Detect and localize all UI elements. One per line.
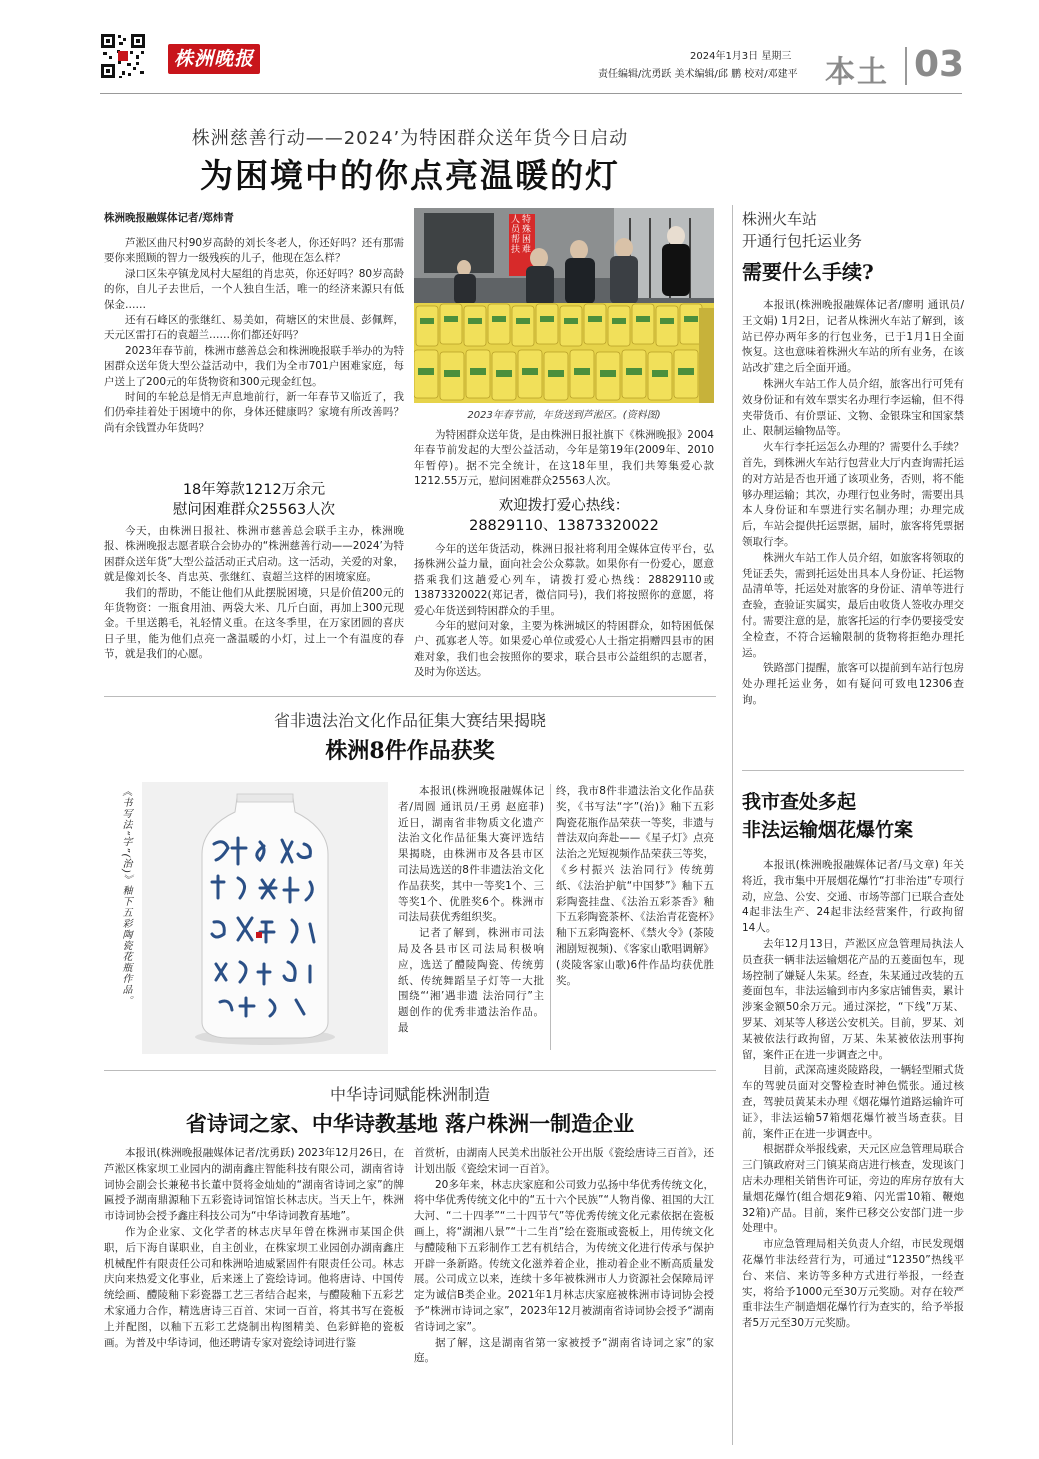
lead-subhead — [104, 480, 404, 520]
paragraph: 本报讯(株洲晚报融媒体记者/廖明 通讯员/王文娟) 1月2日，记者从株洲火车站了解到，该站已停办两年多的行包业务，已于1月1日全面恢复。这也意味着株洲火车站的所有业务，在该站改扩建之后全面开通。 — [742, 299, 964, 375]
kicker-line: 株洲火车站 — [742, 210, 818, 228]
paragraph: 目前，武深高速炎陵路段，一辆轻型厢式货车的驾驶员面对交警检查时神色慌张。通过核查，驾驶员黄某未办理《烟花爆竹道路运输许可证》，非法运输57箱烟花爆竹被当场查获。目前，案件正在进一步调查中。 — [742, 1064, 964, 1140]
headline-line: 我市查处多起 — [742, 791, 857, 813]
story2-col2 — [556, 784, 714, 989]
lead-kicker: 株洲慈善行动——2024’为特困群众送年货今日启动 — [191, 128, 629, 149]
paragraph: 我们的帮助，不能让他们从此摆脱困境，只是价值200元的年货物资：一瓶食用油、两袋大米、几斤白面，再加上300元现金。千里送鹅毛，礼轻情义重。在这冬季里，在万家团圆的喜庆日子里，能为他们点亮一盏温暖的小灯，过上一个有温度的春节，就是我们的心愿。 — [104, 586, 404, 661]
banner-sign-text: 特殊困难 — [520, 214, 530, 254]
subhead-line: 18年筹款1212万余元 — [182, 482, 326, 498]
lead-headline: 为困境中的你点亮温暖的灯 — [200, 156, 620, 195]
paragraph: 为特困群众送年货，是由株洲日报社旗下《株洲晚报》2004年春节前发起的大型公益活动，今年是第19年(2009年、2010年暂停)。据不完全统计，在这18年里，我们共筹集爱心款1212.55万元，慰问困难群众25563人次。 — [414, 429, 714, 488]
paragraph: 根据群众举报线索，天元区应急管理局联合三门镇政府对三门镇某商店进行核查，发现该门店未办理相关销售许可证，旁边的库房存放有大量烟花爆竹(组合烟花9箱、闪光雷10箱、鞭炮32箱)产品。目前，案件已移交公安部门进一步处理中。 — [742, 1143, 964, 1235]
sidebar1-body — [742, 298, 964, 709]
banner-sign — [509, 213, 531, 254]
paragraph: 今天，由株洲日报社、株洲市慈善总会联手主办，株洲晚报、株洲晚报志愿者联合会协办的“株洲慈善行动——2024’为特困群众送年货”大型公益活动正式启动。这一活动，关爱的对象，就是像刘长冬、肖忠英、张继红、袁超兰这样的困境家庭。 — [104, 525, 404, 584]
hotline-box — [414, 496, 714, 536]
paragraph: 据了解，这是湖南省第一家被授予“湖南省诗词之家”的家庭。 — [414, 1336, 714, 1365]
paragraph: 2023年春节前，株洲市慈善总会和株洲晚报联手举办的为特困群众送年货大型公益活动中，我们为全市701户困难家庭，每户送上了200元的年货物资和300元现金红包。 — [104, 344, 404, 388]
masthead-editors: 责任编辑/沈勇跃 美术编辑/邱 鹏 校对/邓建平 — [598, 69, 798, 80]
photo-caption: 2023年春节前，年货送到芦淞区。(资料图) — [467, 410, 661, 421]
section-divider — [905, 47, 907, 85]
sidebar1-kicker — [742, 208, 967, 252]
lead-col1 — [104, 236, 404, 436]
paragraph: 株洲火车站工作人员介绍，如旅客将领取的凭证丢失，需到托运处出具本人身份证、托运物品清单等，托运处对旅客的身份证、清单等进行查验，查验证实属实，最后由收货人签收办理交付。需要注意的是，旅客托运的行李仍要接受安全检查，不符合运输限制的货物将拒绝办理托运。 — [742, 551, 964, 659]
news-photo — [414, 208, 714, 403]
qr-code — [100, 33, 146, 79]
paragraph: 记者了解到，株洲市司法局及各县市区司法局积极响应，选送了醴陵陶瓷、传统剪纸、传统舞蹈呈子灯等一大批围绕“‘湘’遇非遗 法治同行”主题创作的优秀非遗法治作品。最 — [398, 927, 544, 1034]
hotline-label: 欢迎拨打爱心热线： — [498, 498, 630, 514]
sidebar2-headline — [742, 788, 967, 844]
paragraph: 还有石峰区的张继红、易美如，荷塘区的宋世晨、彭佩辉，天元区雷打石的袁超兰……你们都还好吗？ — [104, 314, 404, 342]
sidebar-divider — [742, 770, 964, 771]
lead-col1b — [104, 524, 404, 663]
paragraph: 本报讯(株洲晚报融媒体记者/马文章) 年关将近，我市集中开展烟花爆竹“打非治违”专项行动，应急、公安、交通、市场等部门已联合查处4起非法生产、24起非法经营案件，行政拘留14人。 — [742, 859, 964, 935]
story2-col1 — [398, 784, 544, 1037]
paragraph: 时间的车轮总是悄无声息地前行，新一年春节又临近了，我们仍牵挂着处于困境中的你，身体还健康吗？家境有所改善吗？尚有余钱置办年货吗？ — [104, 391, 404, 434]
paragraph: 今年的慰问对象，主要为株洲城区的特困群众，如特困低保户、孤寡老人等。如果爱心单位或爱心人士指定捐赠四县市的困难对象，我们也会按照你的要求，联合县市公益组织的志愿者，及时为你送达。 — [414, 620, 714, 679]
subhead-line: 慰问困难群众25563人次 — [172, 502, 336, 518]
story2-kicker: 省非遗法治文化作品征集大赛结果揭晓 — [273, 711, 546, 730]
paragraph: 芦淞区曲尺村90岁高龄的刘长冬老人，你还好吗？还有那需要你来照顾的智力一级残疾的儿子，他现在怎么样？ — [104, 237, 404, 265]
paragraph: 火车行李托运怎么办理的？需要什么手续？首先，到株洲火车站行包营业大厅内查询需托运的对方站是否也开通了该项业务，否则，将不能够办理运输；其次，办理行包业务时，需要出具本人身份证和车票进行实名制办理；办理完成后，车站会提供托运票据，届时，旅客将凭票据领取行李。 — [742, 441, 964, 548]
vase-caption: 《书写法“字”(治)》釉下五彩陶瓷花瓶作品。 — [120, 786, 131, 1007]
paragraph: 终，我市8件非遗法治文化作品获奖，《书写法“字”(治)》釉下五彩陶瓷花瓶作品荣获一等奖，非遗与普法双向奔赴——《星子灯》点亮法治之光短视频作品荣获三等奖，《乡村振兴 法治同行》传统剪纸、《法治护航“中国梦”》釉下五彩陶瓷挂盘、《法治五彩茶香》釉下五彩陶瓷茶杯、《法治青花瓷杯》釉下五彩陶瓷杯、《禁火令》(茶陵湘剧短视频)、《客家山歌唱调解》(炎陵客家山歌)6件作品均获优胜奖。 — [556, 785, 714, 987]
column-rule — [732, 205, 733, 1445]
story3-kicker: 中华诗词赋能株洲制造 — [329, 1085, 490, 1104]
paragraph: 作为企业家、文化学者的林志庆早年曾在株洲市某国企供职，后下海自谋职业，自主创业，在株家坝工业园创办湖南鑫庄机械配件有限责任公司和株洲哈迪威紧固件有限责任公司。林志庆向来热爱文化事业，后来迷上了瓷绘诗词。他将唐诗、中国传统绘画、醴陵釉下彩瓷器工艺三者结合起来，与醴陵釉下五彩艺术家通力合作，精选唐诗三百首、宋词一百首，将其书写在瓷板上并配图，以釉下五彩工艺烧制出构图精美、色彩鲜艳的瓷板画。为普及中华诗词，他还聘请专家对瓷绘诗词进行鉴 — [104, 1225, 404, 1349]
paragraph: 本报讯(株洲晚报融媒体记者/沈勇跃) 2023年12月26日，在芦淞区株家坝工业园内的湖南鑫庄智能科技有限公司，湖南省诗词协会副会长兼秘书长董中贤将金灿灿的“湖南省诗词之家”的牌匾授予湖南鼎源釉下五彩瓷诗词馆馆长林志庆。当天上午，株洲市诗词协会授予鑫庄科技公司为“中华诗词教育基地”。 — [104, 1147, 404, 1223]
story3-col1 — [104, 1146, 404, 1351]
paragraph: 市应急管理局相关负责人介绍，市民发现烟花爆竹非法经营行为，可通过“12350”热线平台、来信、来访等多种方式进行举报，一经查实，将给予1000元至30万元奖励。对存在较严重非法生产制造烟花爆竹行为查实的，给予举报者5万元至30万元奖励。 — [742, 1238, 964, 1330]
story2-headline: 株洲8件作品获奖 — [325, 738, 495, 764]
lead-col2b — [414, 542, 714, 681]
paragraph: 首赏析，由湖南人民美术出版社公开出版《瓷绘唐诗三百首》，还计划出版《瓷绘宋词一百首》。 — [414, 1147, 714, 1175]
headline-line: 非法运输烟花爆竹案 — [742, 819, 914, 841]
paragraph: 去年12月13日，芦淞区应急管理局执法人员查获一辆非法运输烟花产品的五菱面包车，现场控制了嫌疑人朱某。经查，朱某通过改装的五菱面包车，非法运输到市内多家店铺售卖，累计涉案金额50余万元。通过深挖，“下线”万某、罗某、刘某等人移送公安机关。目前，罗某、刘某被依法行政拘留，万某、朱某被依法刑事拘留，案件正在进一步调查之中。 — [742, 937, 964, 1061]
column-rule — [550, 784, 551, 1050]
sidebar1-headline: 需要什么手续? — [742, 260, 874, 284]
story3-headline: 省诗词之家、中华诗教基地 落户株洲一制造企业 — [185, 1111, 635, 1136]
banner-sign-text: 人员帮扶 — [509, 214, 519, 254]
section-label: 本土 — [825, 55, 889, 90]
hotline-numbers: 28829110、13873320022 — [469, 518, 659, 534]
paragraph: 本报讯(株洲晚报融媒体记者/周圆 通讯员/王勇 赵庭菲) 近日，湖南省非物质文化遗产法治文化作品征集大赛评选结果揭晓，由株洲市及各县市区司法局选送的8件非遗法治文化作品获奖，其中一等奖1个、三等奖1个、优胜奖6个。株洲市司法局获优秀组织奖。 — [398, 785, 544, 924]
paragraph: 渌口区朱亭镇龙凤村大屋组的肖忠英，你还好吗？80岁高龄的你，自儿子去世后，一个人独自生活，唯一的经济来源只有低保金…… — [104, 267, 404, 311]
paragraph: 株洲火车站工作人员介绍，旅客出行可凭有效身份证和有效车票实名办理行李运输，但不得夹带货币、有价票证、文物、金银珠宝和国家禁止、限制运输物品等。 — [742, 377, 964, 438]
story3-col2 — [414, 1146, 714, 1367]
masthead-rule — [100, 93, 962, 94]
logo-text: 株洲晚报 — [173, 48, 254, 70]
section-divider-line — [104, 1070, 716, 1071]
paragraph: 铁路部门提醒，旅客可以提前到车站行包房处办理托运业务，如有疑问可致电12306查询。 — [742, 662, 964, 706]
section-divider-line — [104, 696, 716, 697]
sidebar2-body — [742, 858, 964, 1332]
masthead-date: 2024年1月3日 星期三 — [690, 51, 792, 62]
logo — [168, 44, 260, 74]
page-number: 03 — [914, 44, 965, 85]
kicker-line: 开通行包托运业务 — [742, 232, 863, 250]
vase-photo — [142, 782, 388, 1054]
paragraph: 今年的送年货活动，株洲日报社将利用全媒体宣传平台，弘扬株洲公益力量，面向社会公众募款。如果你有一份爱心，愿意搭乘我们这趟爱心列车，请拨打爱心热线：28829110或13873320022(郑记者，微信同号)，我们将按照你的意愿，将爱心年货送到特困群众的手里。 — [414, 543, 714, 617]
paragraph: 20多年来，林志庆家庭和公司致力弘扬中华优秀传统文化，将中华优秀传统文化中的“五十六个民族”“人物肖像、祖国的大江大河、“二十四孝”“二十四节气”等优秀传统文化元素依据在瓷板画上，将“湖湘八景”“十二生肖”绘在瓷瓶或瓷板上，用传统文化与醴陵釉下五彩制作工艺有机结合，为传统文化进行传承与保护开辟一条新路。传统文化滋养着企业，推动着企业不断高质量发展。公司成立以来，连续十多年被株洲市人力资源社会保障局评定为诚信B类企业。2021年1月林志庆家庭被株洲市诗词协会授予“株洲市诗词之家”，2023年12月被湖南省诗词协会授予“湖南省诗词之家”。 — [414, 1178, 714, 1333]
lead-byline: 株洲晚报融媒体记者/郑炜青 — [104, 212, 234, 224]
lead-col2 — [414, 428, 714, 490]
